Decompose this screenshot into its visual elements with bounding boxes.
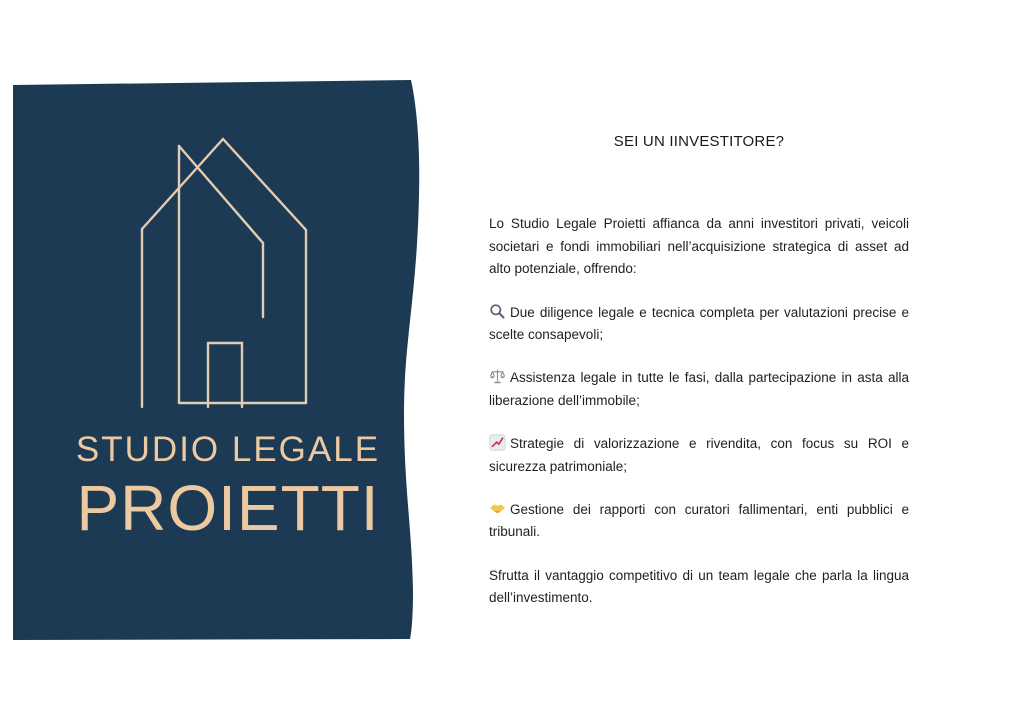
closing-paragraph: Sfrutta il vantaggio competitivo di un team legale che parla la lingua dell’investimento. (489, 567, 909, 606)
brand-wordmark (48, 430, 408, 545)
bullet-text: Due diligence legale e tecnica completa per valutazioni precise e scelte consapevoli; (489, 304, 909, 343)
content-column (489, 131, 909, 610)
bullet-strategie (489, 433, 909, 478)
brand-panel (0, 0, 440, 724)
brand-name-line1: STUDIO LEGALE (75, 430, 381, 469)
bullet-due-diligence (489, 302, 909, 347)
brand-name-line2: PROIETTI (76, 472, 380, 544)
bullet-text: Assistenza legale in tutte le fasi, dalla partecipazione in asta alla liberazione dell’immobile; (489, 370, 909, 408)
magnifier-icon (489, 303, 507, 320)
handshake-icon (489, 500, 507, 517)
brand-panel-shape (13, 80, 419, 640)
chart-increasing-icon (489, 434, 507, 451)
intro-paragraph: Lo Studio Legale Proietti affianca da anni investitori privati, veicoli societari e fondi immobiliari nell’acquisizione strategica di asset ad alto potenziale, offrendo: (489, 216, 909, 277)
bullet-assistenza-legale (489, 367, 909, 412)
bullet-text: Gestione dei rapporti con curatori fallimentari, enti pubblici e tribunali. (489, 502, 909, 540)
scales-of-justice-icon (489, 368, 507, 385)
bullet-text: Strategie di valorizzazione e rivendita, con focus su ROI e sicurezza patrimoniale; (489, 436, 909, 474)
bullet-gestione-rapporti (489, 499, 909, 544)
page-title: SEI UN IINVESTITORE? (613, 133, 785, 150)
